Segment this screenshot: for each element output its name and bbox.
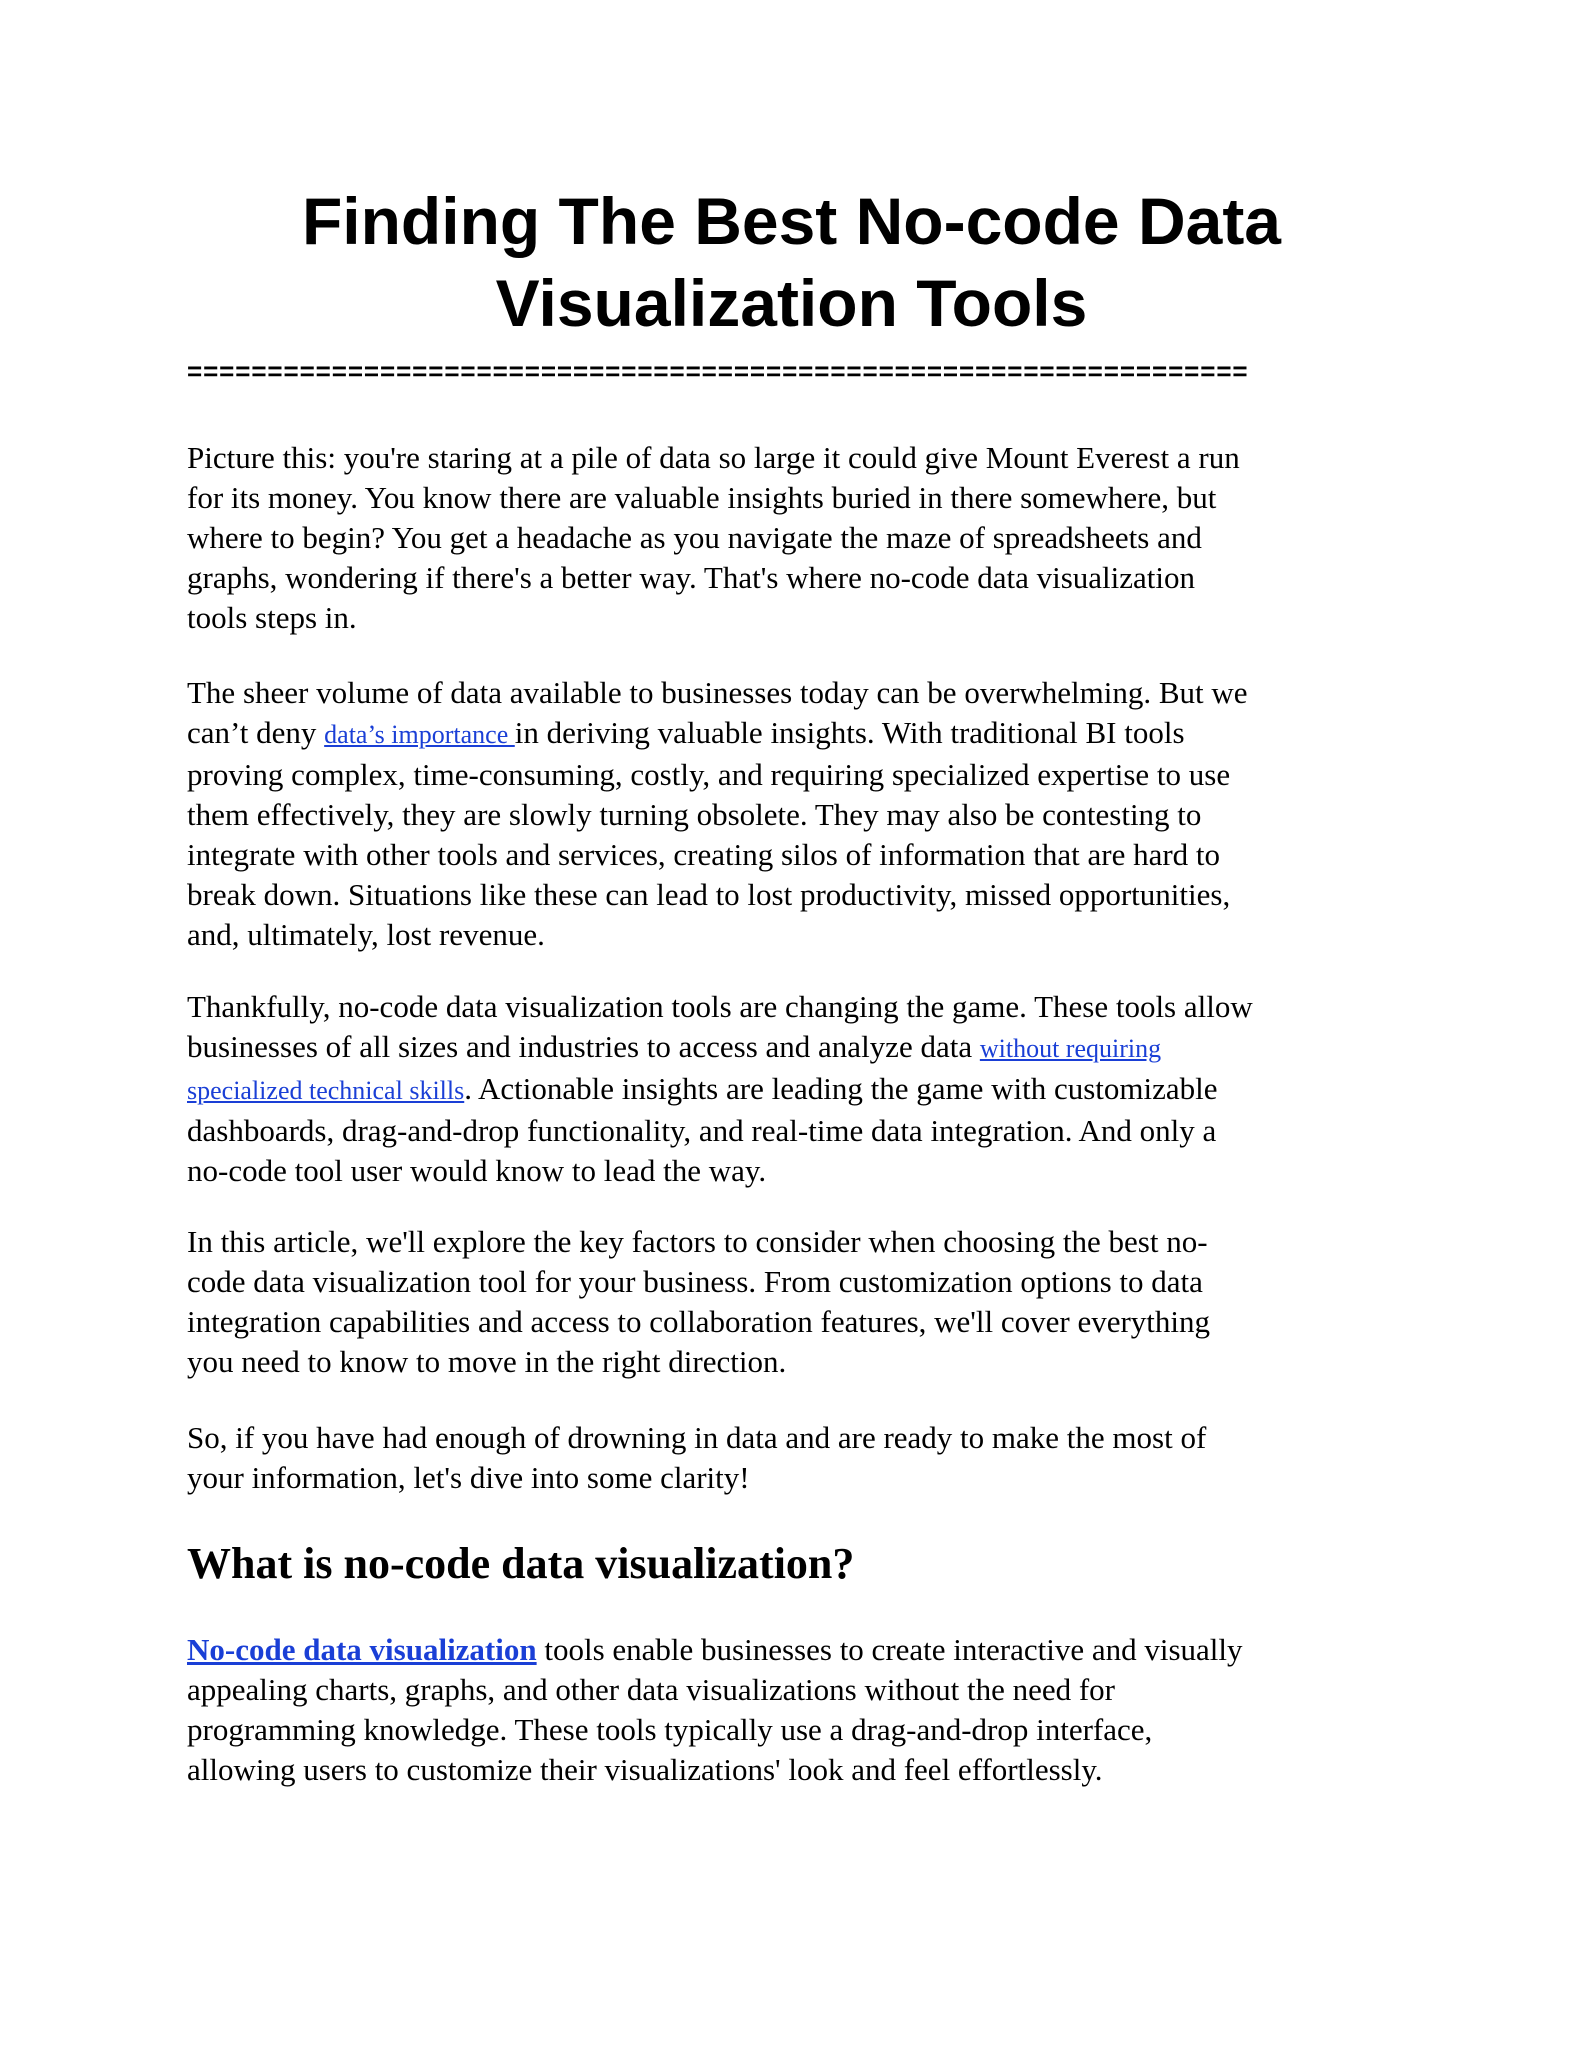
paragraph-intro (187, 438, 1417, 638)
text-line: integration capabilities and access to collaboration features, we'll cover everything (187, 1304, 1211, 1339)
text-line: programming knowledge. These tools typically use a drag-and-drop interface, (187, 1712, 1153, 1747)
document-title (170, 180, 1413, 344)
title-line-2: Visualization Tools (495, 266, 1088, 340)
text-line: tools steps in. (187, 600, 357, 635)
text-line: So, if you have had enough of drowning in data and are ready to make the most of (187, 1420, 1207, 1455)
text-line: break down. Situations like these can lead to lost productivity, missed opportunities, (187, 877, 1231, 912)
text-line: for its money. You know there are valuable insights buried in there somewhere, but (187, 480, 1217, 515)
title-separator: ================================================================== (187, 356, 1249, 386)
text-segment: can’t deny (187, 715, 325, 750)
text-line: your information, let's dive into some clarity! (187, 1460, 750, 1495)
text-line: integrate with other tools and services, creating silos of information that are hard to (187, 837, 1221, 872)
title-line-1: Finding The Best No-code Data (301, 184, 1282, 258)
text-line: appealing charts, graphs, and other data visualizations without the need for (187, 1672, 1115, 1707)
section-heading: What is no-code data visualization? (187, 1539, 855, 1588)
text-segment: tools enable businesses to create interactive and visually (536, 1632, 1243, 1667)
text-line: and, ultimately, lost revenue. (187, 917, 545, 952)
text-segment: . Actionable insights are leading the game with customizable (464, 1071, 1218, 1106)
text-line: The sheer volume of data available to businesses today can be overwhelming. But we (187, 675, 1248, 710)
text-segment: in deriving valuable insights. With traditional BI tools (514, 715, 1185, 750)
text-line (187, 1069, 1417, 1111)
paragraph-definition (187, 1630, 1417, 1790)
text-line: where to begin? You get a headache as you navigate the maze of spreadsheets and (187, 520, 1202, 555)
paragraph-no-code-tools (187, 987, 1417, 1191)
text-line: code data visualization tool for your business. From customization options to data (187, 1264, 1203, 1299)
paragraph-article-overview (187, 1222, 1417, 1382)
paragraph-dive-in (187, 1418, 1417, 1498)
text-line: In this article, we'll explore the key factors to consider when choosing the best no- (187, 1224, 1208, 1259)
specialized-technical-skills-link[interactable]: specialized technical skills (187, 1076, 465, 1105)
text-line: Picture this: you're staring at a pile of data so large it could give Mount Everest a run (187, 440, 1240, 475)
text-line: you need to know to move in the right direction. (187, 1344, 787, 1379)
text-line: Thankfully, no-code data visualization tools are changing the game. These tools allow (187, 989, 1253, 1024)
data-importance-link[interactable]: data’s importance (324, 720, 515, 749)
text-line: allowing users to customize their visualizations' look and feel effortlessly. (187, 1752, 1103, 1787)
text-segment: businesses of all sizes and industries to access and analyze data (187, 1029, 980, 1064)
text-line: them effectively, they are slowly turning obsolete. They may also be contesting to (187, 797, 1202, 832)
paragraph-data-volume (187, 673, 1417, 955)
no-code-data-visualization-link[interactable]: No-code data visualization (187, 1632, 537, 1667)
text-line (187, 713, 1417, 755)
text-line (187, 1630, 1417, 1670)
text-line: graphs, wondering if there's a better way. That's where no-code data visualization (187, 560, 1195, 595)
text-line: proving complex, time-consuming, costly, and requiring specialized expertise to use (187, 757, 1231, 792)
text-line: dashboards, drag-and-drop functionality, and real-time data integration. And only a (187, 1113, 1217, 1148)
text-line: no-code tool user would know to lead the way. (187, 1153, 767, 1188)
without-requiring-skills-link[interactable]: without requiring (979, 1034, 1162, 1063)
text-line (187, 1027, 1417, 1069)
